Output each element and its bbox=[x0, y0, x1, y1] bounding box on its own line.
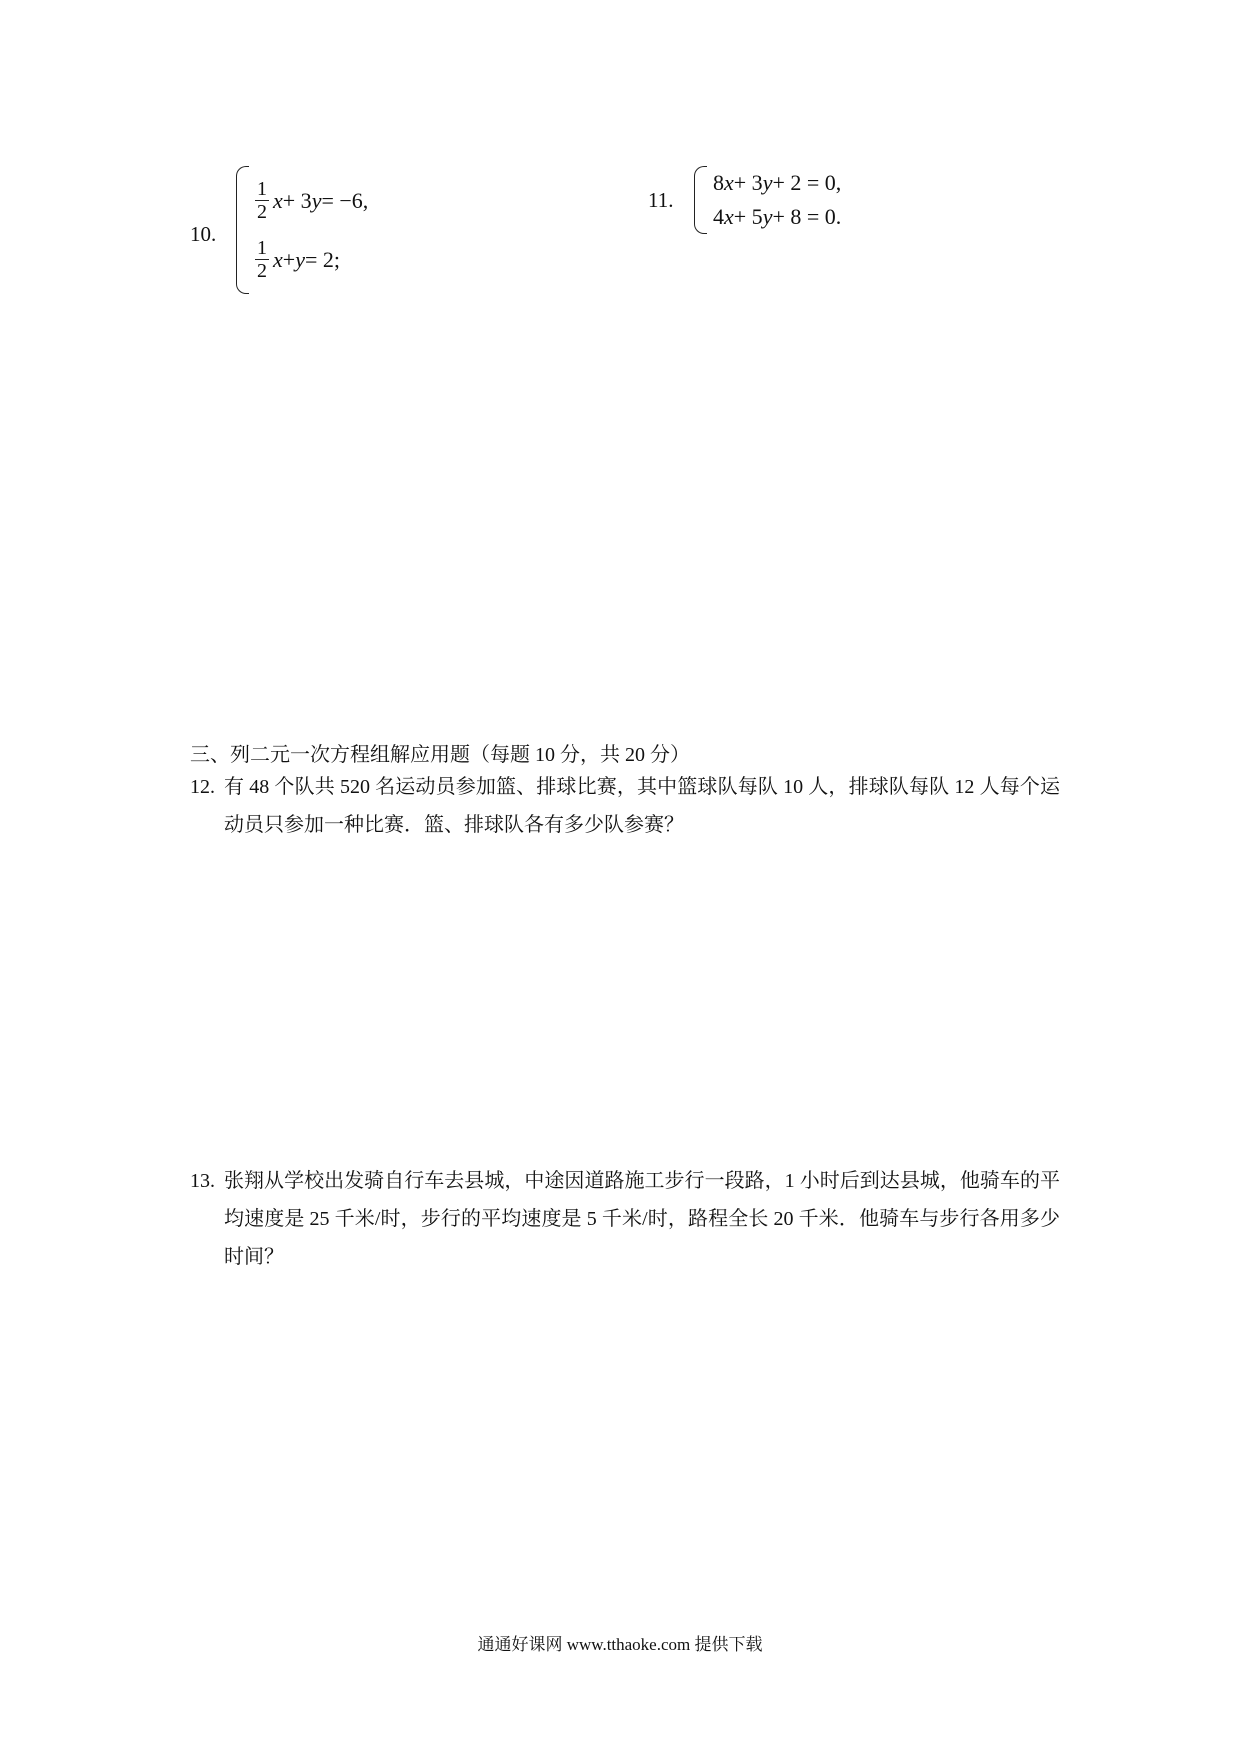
brace bbox=[236, 166, 249, 294]
question-12-number: 12. bbox=[190, 776, 215, 798]
question-13-number: 13. bbox=[190, 1170, 215, 1192]
section-heading: 三、列二元一次方程组解应用题（每题 10 分，共 20 分） bbox=[190, 744, 690, 766]
footer-text: 通通好课网 www.tthaoke.com 提供下载 bbox=[477, 1635, 763, 1654]
equation-11-2: 4 x + 5 y + 8 = 0. bbox=[713, 204, 842, 229]
question-12-text: 有 48 个队共 520 名运动员参加篮、排球比赛，其中篮球队每队 10 人，排球队每队 12 人每个运动员只参加一种比赛．篮、排球队各有多少队参赛？ bbox=[224, 776, 1060, 836]
equation-system-11 bbox=[694, 166, 841, 234]
equation-system-10 bbox=[236, 166, 368, 294]
question-13-text: 张翔从学校出发骑自行车去县城，中途因道路施工步行一段路，1 小时后到达县城，他骑车的平均速度是 25 千米/时，步行的平均速度是 5 千米/时，路程全长 20 千米．他骑车与步行各用多少时间？ bbox=[224, 1170, 1060, 1268]
question-13 bbox=[190, 1162, 1060, 1276]
brace bbox=[694, 166, 707, 234]
equation-10-1: $\frac{1}{2}$ x + 3 y = −6, bbox=[257, 178, 369, 223]
equation-11-1: 8 x + 3 y + 2 = 0, bbox=[713, 170, 842, 195]
question-10-number: 10. bbox=[190, 222, 217, 246]
question-11-number: 11. bbox=[648, 188, 674, 212]
question-12 bbox=[190, 768, 1060, 844]
equation-10-2: $\frac{1}{2}$ x + y = 2; bbox=[257, 237, 340, 282]
